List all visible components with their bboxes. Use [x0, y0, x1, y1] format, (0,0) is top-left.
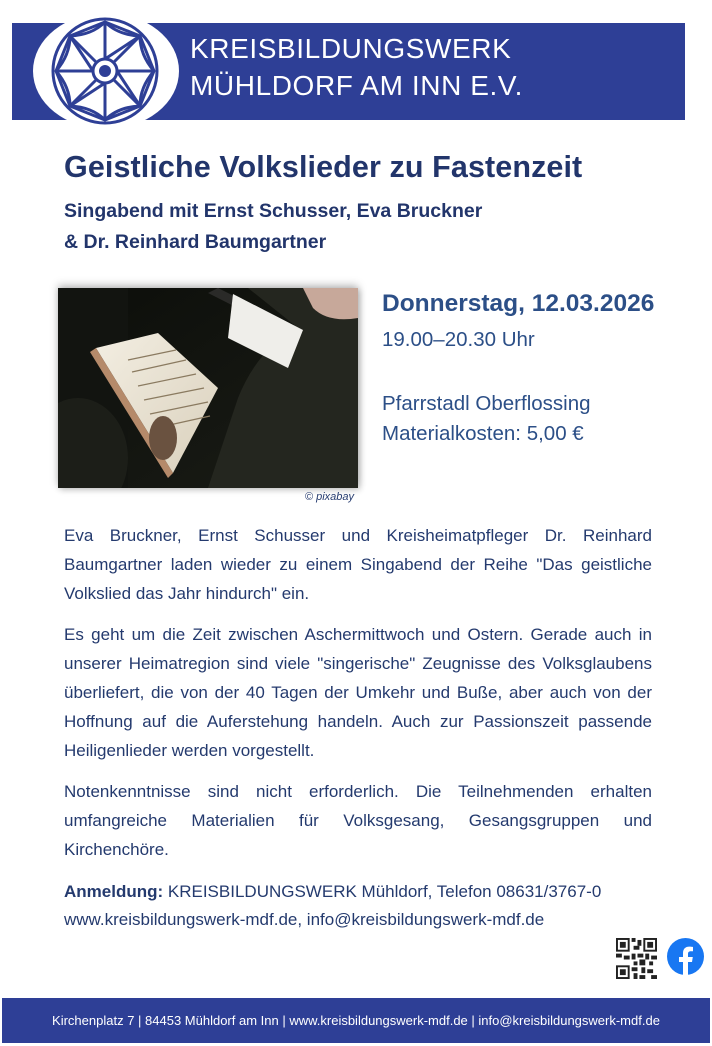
contact-line[interactable]: www.kreisbildungswerk-mdf.de, info@kreisbildungswerk-mdf.de [64, 910, 545, 929]
description-paragraph-3: Notenkenntnisse sind nicht erforderlich. Die Teilnehmenden erhalten umfangreiche Materialien für Volksgesang, Gesangsgruppen und Kirchenchöre. [64, 782, 652, 859]
description-paragraph-2: Es geht um die Zeit zwischen Aschermittwoch und Ostern. Gerade auch in unserer Heimatregion sind viele "singerische" Zeugnisse des Volksglaubens überliefert, die von der 40 Tagen der Umkehr und Buße, aber auch von der Hoffnung auf die Auferstehung handeln. Auch zur Passionszeit passende Heiligenlieder werden vorgestellt. [64, 625, 652, 760]
description-paragraph-1: Eva Bruckner, Ernst Schusser und Kreisheimatpfleger Dr. Reinhard Baumgartner laden wieder zu einem Singabend der Reihe "Das geistliche Volkslied das Jahr hindurch" ein. [64, 526, 652, 603]
qr-code-icon[interactable] [616, 938, 657, 979]
org-name-line1: KREISBILDUNGSWERK [190, 33, 512, 64]
event-location: Pfarrstadl Oberflossing [382, 392, 591, 415]
subtitle-line2: & Dr. Reinhard Baumgartner [64, 231, 327, 253]
subtitle-line1: Singabend mit Ernst Schusser, Eva Bruckner [64, 200, 483, 222]
registration-line [64, 877, 652, 906]
org-name-line2: MÜHLDORF AM INN E.V. [190, 70, 524, 101]
event-date: Donnerstag, 12.03.2026 [382, 290, 655, 317]
registration-label: Anmeldung: [64, 882, 164, 901]
registration-text: KREISBILDUNGSWERK Mühldorf, Telefon 08631/3767-0 [163, 882, 602, 901]
event-title: Geistliche Volkslieder zu Fastenzeit [64, 150, 583, 184]
organization-name [190, 30, 523, 104]
event-photo [58, 288, 358, 488]
kbw-logo-icon [48, 15, 162, 127]
event-subtitle [64, 196, 482, 258]
footer-band [2, 998, 710, 1043]
event-cost: Materialkosten: 5,00 € [382, 422, 584, 445]
facebook-icon[interactable] [667, 938, 704, 975]
footer-address: Kirchenplatz 7 | 84453 Mühldorf am Inn | www.kreisbildungswerk-mdf.de | info@kreisbildungswerk-mdf.de [52, 1013, 660, 1028]
photo-credit: © pixabay [304, 491, 354, 503]
choir-songbook-image [58, 288, 358, 488]
event-time: 19.00–20.30 Uhr [382, 328, 535, 351]
